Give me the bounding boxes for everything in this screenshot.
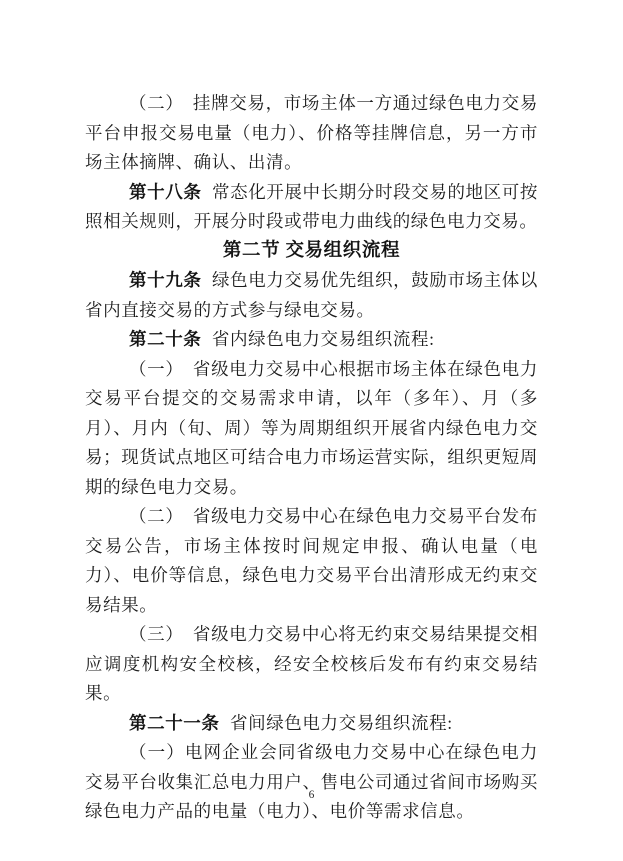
paragraph-listing-trade xyxy=(85,89,538,178)
paragraph-item-1-province xyxy=(85,355,538,503)
paragraph-item-2-province xyxy=(85,502,538,620)
paragraph-item-1-interprovince xyxy=(85,738,538,827)
paragraph-text: 绿色电力交易优先组织，鼓励市场主体以省内直接交易的方式参与绿电交易。 xyxy=(85,270,538,320)
paragraph-text: 省间绿色电力交易组织流程: xyxy=(230,712,453,733)
paragraph-text: （三） 省级电力交易中心将无约束交易结果提交相应调度机构安全校核，经安全校核后发布有约束交易结果。 xyxy=(85,624,538,703)
paragraph-text: （一）电网企业会同省级电力交易中心在绿色电力交易平台收集汇总电力用户、售电公司通过省间市场购买绿色电力产品的电量（电力）、电价等需求信息。 xyxy=(85,742,538,821)
section-heading: 第二节 交易组织流程 xyxy=(222,240,401,261)
paragraph-item-3-province xyxy=(85,620,538,709)
document-body xyxy=(85,89,538,827)
paragraph-text: （二） 省级电力交易中心在绿色电力交易平台发布交易公告，市场主体按时间规定申报、确认电量（电力）、电价等信息，绿色电力交易平台出清形成无约束交易结果。 xyxy=(85,506,538,615)
paragraph-text: 省内绿色电力交易组织流程: xyxy=(211,329,435,349)
article-number: 第二十一条 xyxy=(129,712,220,733)
paragraph-article-18 xyxy=(85,178,538,237)
paragraph-article-20 xyxy=(85,325,538,355)
paragraph-text: （一） 省级电力交易中心根据市场主体在绿色电力交易平台提交的交易需求申请，以年（多年）、月（多月）、月内（旬、周）等为周期组织开展省内绿色电力交易；现货试点地区可结合电力市场运营实际，组织更短周期的绿色电力交易。 xyxy=(85,358,538,497)
page-number: 6 xyxy=(308,789,315,801)
article-number: 第十八条 xyxy=(129,181,202,202)
article-number: 第二十条 xyxy=(129,329,202,349)
paragraph-article-19 xyxy=(85,266,538,325)
paragraph-text: （二） 挂牌交易，市场主体一方通过绿色电力交易平台申报交易电量（电力）、价格等挂牌信息，另一方市场主体摘牌、确认、出清。 xyxy=(85,93,538,172)
paragraph-text: 常态化开展中长期分时段交易的地区可按照相关规则，开展分时段或带电力曲线的绿色电力交易。 xyxy=(85,181,538,231)
paragraph-article-21 xyxy=(85,709,538,739)
article-number: 第十九条 xyxy=(129,270,202,290)
